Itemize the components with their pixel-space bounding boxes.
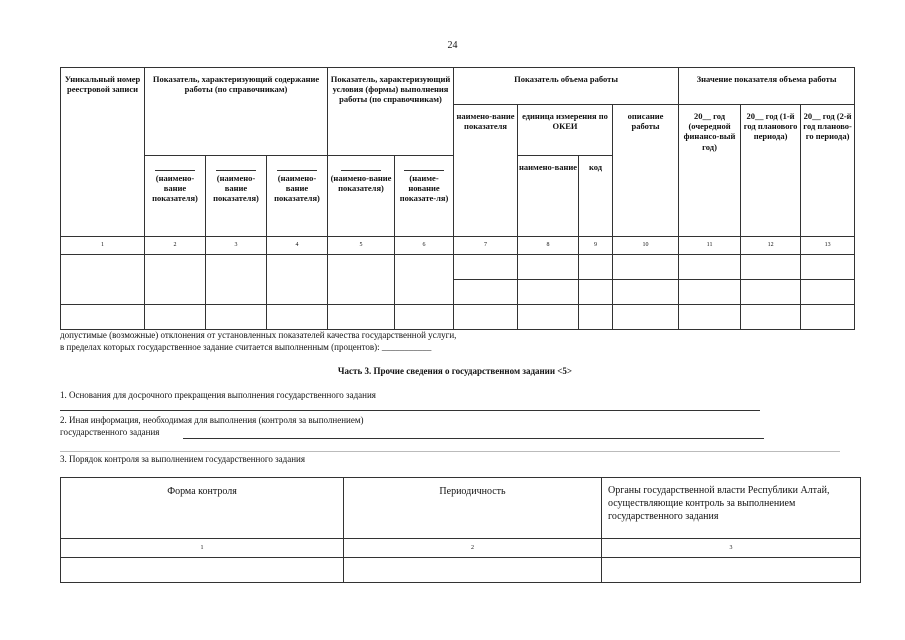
table-cell — [145, 255, 206, 305]
header-periodicity: Периодичность — [344, 478, 602, 539]
header-unit-okei: единица измерения по ОКЕИ — [518, 105, 613, 156]
table-cell — [145, 305, 206, 330]
table-row — [61, 255, 855, 280]
item1-label: 1. Основания для досрочного прекращения выполнения государственного задания — [60, 390, 376, 400]
table-cell — [613, 280, 679, 305]
table-cell — [679, 305, 741, 330]
sub-indicator-name-1: (наимено-вание показателя) — [145, 156, 206, 237]
deviation-text-line-1: допустимые (возможные) отклонения от установленных показателей качества государственной услуги, — [60, 330, 457, 340]
table-cell — [741, 305, 801, 330]
table-cell — [801, 305, 855, 330]
col-number: 8 — [518, 237, 579, 255]
header-control-form: Форма контроля — [61, 478, 344, 539]
header-unit-code: код — [579, 156, 613, 237]
col-number: 10 — [613, 237, 679, 255]
table-row — [61, 558, 861, 583]
sub-indicator-name-2: (наимено-вание показателя) — [206, 156, 267, 237]
table-row — [61, 305, 855, 330]
table-cell — [801, 280, 855, 305]
col-number: 4 — [267, 237, 328, 255]
table-cell — [206, 305, 267, 330]
table-cell — [328, 305, 395, 330]
item3-label: 3. Порядок контроля за выполнением государственного задания — [60, 454, 305, 464]
header-unit-name: наимено-вание — [518, 156, 579, 237]
table-cell — [61, 255, 145, 305]
table-cell — [613, 305, 679, 330]
table-cell — [579, 255, 613, 280]
col-number: 9 — [579, 237, 613, 255]
col-number: 6 — [395, 237, 454, 255]
control-table — [60, 477, 861, 583]
table-cell — [679, 280, 741, 305]
table-cell — [267, 255, 328, 305]
separator-line — [60, 451, 840, 452]
col-number: 1 — [61, 237, 145, 255]
item2-line-2: государственного задания — [60, 427, 160, 437]
page-number: 24 — [447, 40, 458, 51]
header-work-description: описание работы — [613, 105, 679, 237]
header-control-bodies: Органы государственной власти Республики Алтай, осуществляющие контроль за выполнением государственного задания — [602, 478, 861, 539]
table-cell — [613, 255, 679, 280]
table-cell — [679, 255, 741, 280]
header-conditions-indicator: Показатель, характеризующий условия (формы) выполнения работы (по справочникам) — [328, 68, 454, 156]
col-number: 5 — [328, 237, 395, 255]
table-cell — [454, 305, 518, 330]
table-cell — [344, 558, 602, 583]
table-cell — [518, 255, 579, 280]
col-number: 11 — [679, 237, 741, 255]
table-cell — [395, 305, 454, 330]
header-year-current: 20__ год (очередной финансо-вый год) — [679, 105, 741, 237]
table-cell — [395, 255, 454, 305]
table-cell — [741, 280, 801, 305]
table-cell — [579, 280, 613, 305]
table-cell — [518, 280, 579, 305]
deviation-text-line-2: в пределах которых государственное задание считается выполненным (процентов): ___________ — [60, 342, 432, 352]
work-volume-table — [60, 67, 855, 330]
table-cell — [741, 255, 801, 280]
sub-indicator-name-3: (наимено-вание показателя) — [267, 156, 328, 237]
table-cell — [61, 558, 344, 583]
sub-indicator-name-5: (наиме-нование показате-ля) — [395, 156, 454, 237]
header-content-indicator: Показатель, характеризующий содержание работы (по справочникам) — [145, 68, 328, 156]
table-cell — [801, 255, 855, 280]
table-cell — [579, 305, 613, 330]
table-cell — [267, 305, 328, 330]
sub-indicator-name-4: (наимено-вание показателя) — [328, 156, 395, 237]
col-number: 7 — [454, 237, 518, 255]
table-cell — [518, 305, 579, 330]
table-cell — [454, 280, 518, 305]
item2-line-1: 2. Иная информация, необходимая для выполнения (контроля за выполнением) — [60, 415, 364, 425]
header-volume-indicator: Показатель объема работы — [454, 68, 679, 105]
table-cell — [602, 558, 861, 583]
header-unique-number: Уникальный номер реестровой записи — [61, 68, 145, 237]
col-number: 3 — [206, 237, 267, 255]
col-number: 1 — [61, 539, 344, 558]
table-cell — [454, 255, 518, 280]
col-number: 3 — [602, 539, 861, 558]
col-number: 12 — [741, 237, 801, 255]
header-value-indicator: Значение показателя объема работы — [679, 68, 855, 105]
col-number: 2 — [344, 539, 602, 558]
header-indicator-name: наимено-вание показателя — [454, 105, 518, 237]
table-cell — [61, 305, 145, 330]
header-year-plan-2: 20__ год (2-й год планово-го периода) — [801, 105, 855, 237]
col-number: 2 — [145, 237, 206, 255]
table-cell — [328, 255, 395, 305]
table-cell — [206, 255, 267, 305]
item1-fill-line — [60, 410, 760, 411]
header-year-plan-1: 20__ год (1-й год планового периода) — [741, 105, 801, 237]
part3-title: Часть 3. Прочие сведения о государственном задании <5> — [337, 366, 573, 376]
item2-fill-line — [183, 438, 764, 439]
col-number: 13 — [801, 237, 855, 255]
